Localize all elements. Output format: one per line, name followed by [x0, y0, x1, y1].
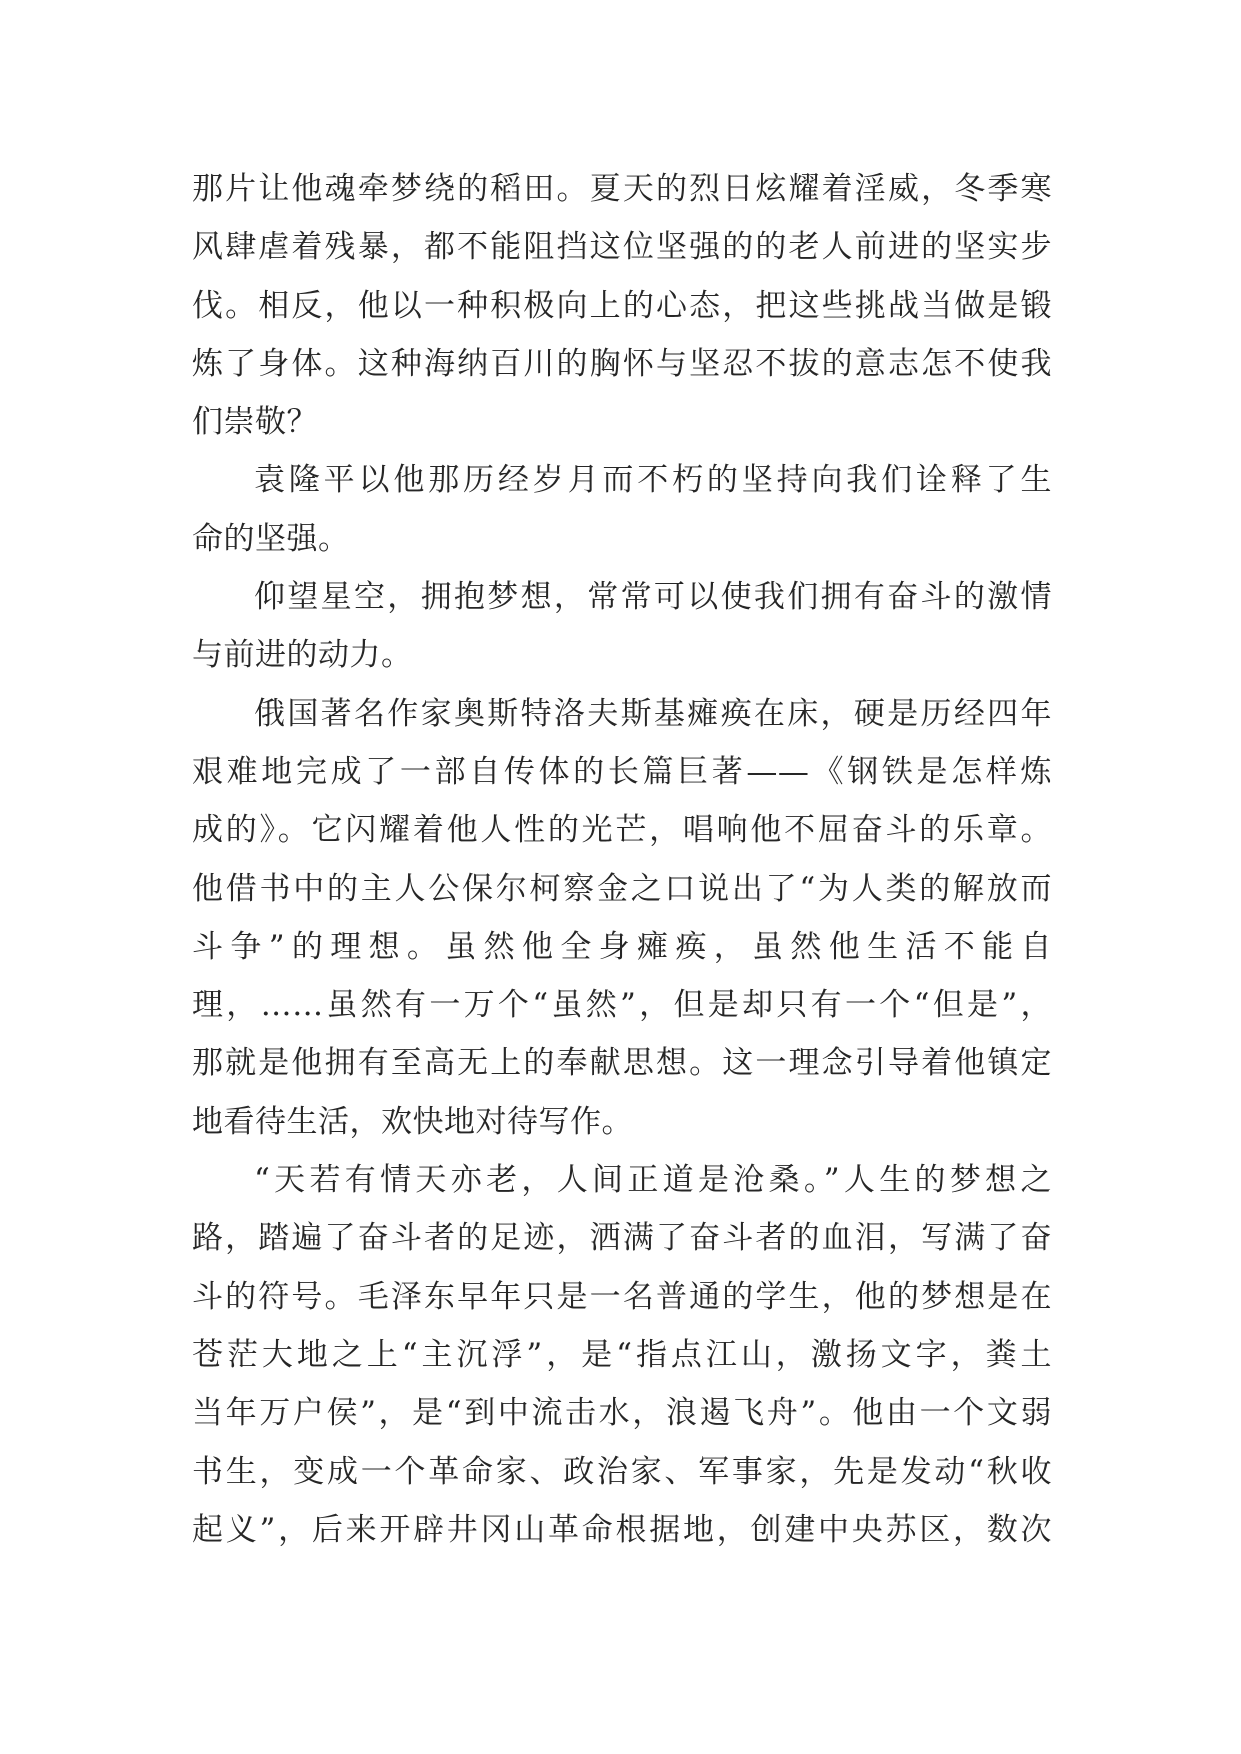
text-line: “天若有情天亦老，人间正道是沧桑。”人生的梦想之 — [254, 1162, 1052, 1199]
text-line: 书生，变成一个革命家、政治家、军事家，先是发动“秋收 — [192, 1453, 1052, 1490]
text-line: 伐。相反，他以一种积极向上的心态，把这些挑战当做是锻 — [192, 287, 1052, 324]
text-line: 斗的符号。毛泽东早年只是一名普通的学生，他的梦想是在 — [192, 1278, 1052, 1315]
text-line: 地看待生活，欢快地对待写作。 — [192, 1103, 633, 1140]
text-line: 命的坚强。 — [192, 520, 350, 557]
text-line: 袁隆平以他那历经岁月而不朽的坚持向我们诠释了生 — [254, 462, 1052, 499]
text-line: 那片让他魂牵梦绕的稻田。夏天的烈日炫耀着淫威，冬季寒 — [192, 171, 1052, 207]
body-text — [192, 160, 1052, 1559]
text-line: 路，踏遍了奋斗者的足迹，洒满了奋斗者的血泪，写满了奋 — [192, 1220, 1052, 1257]
text-line: 当年万户侯”，是“到中流击水，浪遏飞舟”。他由一个文弱 — [192, 1395, 1052, 1432]
text-line: 仰望星空，拥抱梦想，常常可以使我们拥有奋斗的激情 — [254, 579, 1052, 616]
text-line: 艰难地完成了一部自传体的长篇巨著——《钢铁是怎样炼 — [192, 753, 1052, 790]
text-line: 们崇敬？ — [192, 404, 318, 441]
text-line: 成的》。它闪耀着他人性的光芒，唱响他不屈奋斗的乐章。 — [192, 812, 1052, 849]
text-line: 风肆虐着残暴，都不能阻挡这位坚强的的老人前进的坚实步 — [192, 229, 1052, 266]
text-line: 与前进的动力。 — [192, 637, 413, 674]
text-line: 理，……虽然有一万个“虽然”，但是却只有一个“但是”， — [192, 987, 1052, 1024]
text-line: 那就是他拥有至高无上的奉献思想。这一理念引导着他镇定 — [192, 1045, 1052, 1082]
text-line: 他借书中的主人公保尔柯察金之口说出了“为人类的解放而 — [192, 870, 1052, 907]
text-line: 炼了身体。这种海纳百川的胸怀与坚忍不拔的意志怎不使我 — [192, 345, 1052, 382]
text-line: 俄国著名作家奥斯特洛夫斯基瘫痪在床，硬是历经四年 — [254, 695, 1052, 732]
text-line: 起义”，后来开辟井冈山革命根据地，创建中央苏区，数次 — [192, 1511, 1052, 1548]
text-line: 斗争”的理想。虽然他全身瘫痪，虽然他生活不能自 — [192, 928, 1052, 965]
text-line: 苍茫大地之上“主沉浮”，是“指点江山，激扬文字，粪土 — [192, 1336, 1052, 1373]
